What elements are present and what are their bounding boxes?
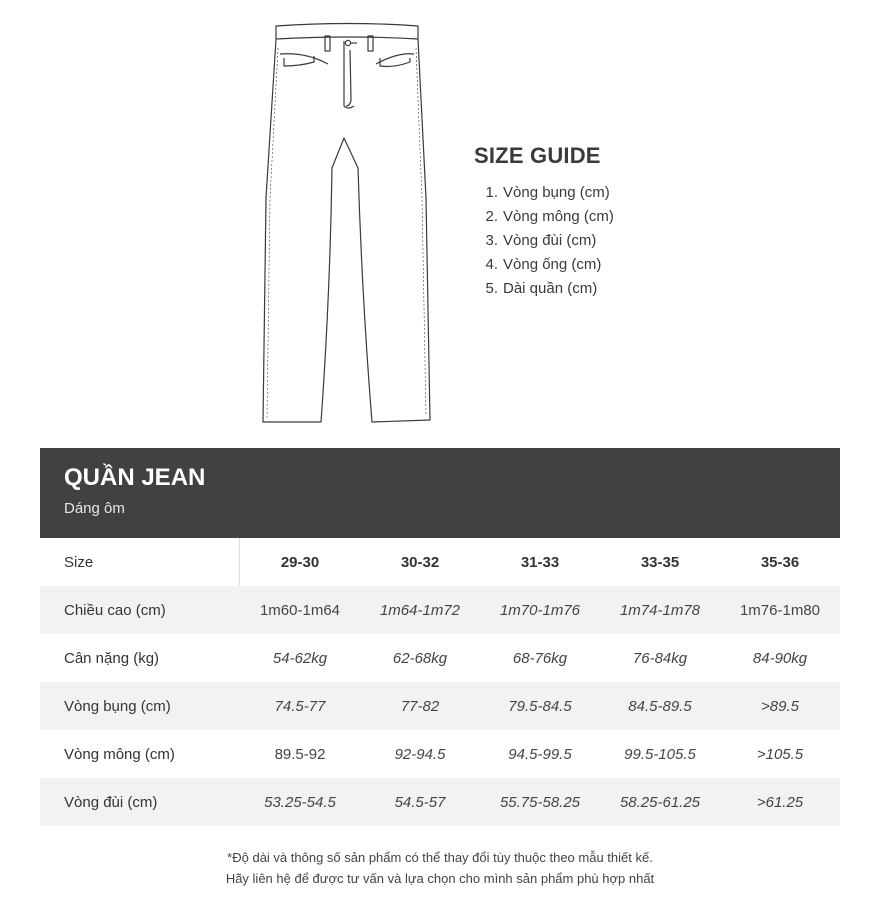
table-cell: 31-33 bbox=[520, 553, 560, 571]
table-cell: 33-35 bbox=[640, 553, 680, 571]
list-item: 2. Vòng mông (cm) bbox=[485, 208, 614, 225]
table-cell: 29-30 bbox=[280, 553, 320, 571]
size-guide bbox=[474, 143, 614, 301]
table-cell: >105.5 bbox=[756, 745, 804, 763]
table-cell: 1m64-1m72 bbox=[379, 601, 461, 619]
table-row bbox=[40, 538, 840, 586]
row-label: Vòng mông (cm) bbox=[64, 745, 175, 763]
jeans-illustration bbox=[258, 18, 442, 428]
row-label: Cân nặng (kg) bbox=[64, 649, 160, 667]
table-cell: 58.25-61.25 bbox=[619, 793, 701, 811]
table-cell: 62-68kg bbox=[392, 649, 448, 667]
table-cell: 89.5-92 bbox=[274, 745, 326, 763]
table-cell: 74.5-77 bbox=[274, 697, 326, 715]
table-cell: 99.5-105.5 bbox=[624, 745, 696, 763]
table-cell: 94.5-99.5 bbox=[508, 745, 572, 763]
table-cell: 84.5-89.5 bbox=[628, 697, 692, 715]
table-cell: 1m74-1m78 bbox=[619, 601, 701, 619]
table-cell: 54-62kg bbox=[272, 649, 328, 667]
measurement-list bbox=[474, 181, 614, 301]
table-cell: 1m60-1m64 bbox=[259, 601, 341, 619]
table-row bbox=[40, 586, 840, 634]
row-label: Vòng bụng (cm) bbox=[64, 697, 171, 715]
table-cell: 79.5-84.5 bbox=[508, 697, 572, 715]
table-cell: 53.25-54.5 bbox=[264, 793, 336, 811]
table-cell: >61.25 bbox=[756, 793, 804, 811]
contact-note: Hãy liên hệ để được tư vấn và lựa chọn cho mình sản phẩm phù hợp nhất bbox=[225, 871, 655, 886]
table-cell: 68-76kg bbox=[512, 649, 568, 667]
table-cell: 1m70-1m76 bbox=[499, 601, 581, 619]
row-label: Vòng đùi (cm) bbox=[64, 793, 158, 811]
table-row bbox=[40, 634, 840, 682]
table-row bbox=[40, 778, 840, 826]
list-item: 1. Vòng bụng (cm) bbox=[485, 184, 610, 201]
row-label: Size bbox=[40, 538, 240, 586]
list-item: 4. Vòng ống (cm) bbox=[485, 256, 602, 273]
table-cell: 30-32 bbox=[400, 553, 440, 571]
table-row bbox=[40, 730, 840, 778]
table-cell: >89.5 bbox=[761, 697, 799, 715]
product-header bbox=[40, 448, 840, 538]
size-table bbox=[40, 538, 840, 826]
size-guide-title: SIZE GUIDE bbox=[474, 143, 601, 168]
table-cell: 54.5-57 bbox=[394, 793, 446, 811]
table-cell: 76-84kg bbox=[632, 649, 688, 667]
product-title: QUẦN JEAN bbox=[64, 464, 206, 491]
table-cell: 35-36 bbox=[760, 553, 800, 571]
list-item: 3. Vòng đùi (cm) bbox=[485, 232, 597, 249]
table-cell: 84-90kg bbox=[752, 649, 808, 667]
table-cell: 77-82 bbox=[400, 697, 440, 715]
table-cell: 92-94.5 bbox=[394, 745, 446, 763]
disclaimer-note: *Độ dài và thông số sản phẩm có thể thay đổi tùy thuộc theo mẫu thiết kế. bbox=[227, 850, 653, 865]
table-cell: 1m76-1m80 bbox=[739, 601, 821, 619]
product-subtitle: Dáng ôm bbox=[64, 500, 125, 517]
row-label: Chiều cao (cm) bbox=[64, 601, 166, 619]
table-cell: 55.75-58.25 bbox=[499, 793, 581, 811]
list-item: 5. Dài quần (cm) bbox=[485, 280, 598, 297]
table-row bbox=[40, 682, 840, 730]
